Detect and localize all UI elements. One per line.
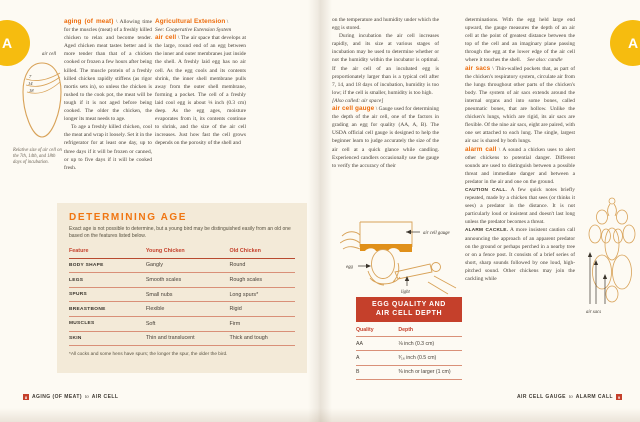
air-cell-also-called: [Also called: air space] <box>332 97 384 104</box>
arrowhead-1 <box>588 252 592 257</box>
table-row <box>69 331 295 346</box>
entry-air-cell <box>155 34 246 147</box>
neck-lines <box>608 204 617 216</box>
egg-shape <box>372 250 395 279</box>
entry-alarm-call <box>465 146 575 186</box>
left-column-2 <box>155 18 246 190</box>
table-row <box>356 365 462 379</box>
entry-alarm-call-term: alarm call <box>465 145 497 153</box>
old-cell: Rigid <box>229 302 295 317</box>
egg-diagram-caption: Relative size of air cell on the 7th, 14th, and 18th days of incubation. <box>13 148 62 166</box>
entry-separator: \ <box>225 19 229 25</box>
entry-separator: \ <box>374 106 379 113</box>
feature-cell: SKIN <box>69 331 146 346</box>
thoracic-sac-left <box>589 225 601 243</box>
young-cell: Smooth scales <box>146 273 230 288</box>
air-sacs-anatomy-diagram <box>585 196 639 322</box>
egg-air-cell-diagram <box>18 59 66 143</box>
table-row <box>69 317 295 332</box>
entry-aging-term: aging (of meat) <box>64 18 114 25</box>
caution-call-body: A few quick notes briefly repeated, made by a chicken that sees (or thinks it sees) a predator in the distance. It is not particularly loud or insistent and doesn't last long unless the predator becomes a threat. <box>465 186 575 226</box>
old-cell: Rough scales <box>229 273 295 288</box>
day18-label: 18 <box>29 88 34 93</box>
air-cell-continuation-1: on the temperature and humidity under which the egg is stored. <box>332 17 439 32</box>
table-header-row <box>356 324 462 337</box>
depth-cell: ⅜ inch or larger (1 cm) <box>398 365 462 379</box>
cervical-sac-right <box>617 210 628 224</box>
quality-cell: A <box>356 351 398 365</box>
quality-cell: B <box>356 365 398 379</box>
see-also-candle: See also: candle <box>527 57 563 64</box>
determining-age-table <box>69 245 295 346</box>
day7-label: 7 <box>29 74 32 79</box>
entry-separator: \ <box>490 65 496 72</box>
table-row <box>356 337 462 351</box>
entry-agext-term: Agricultural Extension <box>155 18 226 25</box>
entry-air-sacs <box>465 65 575 146</box>
caution-call-paragraph <box>465 186 575 226</box>
egg-quality-title <box>356 297 462 322</box>
feature-cell: LEGS <box>69 273 146 288</box>
young-cell: Thin and translucent <box>146 331 230 346</box>
hand-holding-card <box>340 232 360 249</box>
arm-lines <box>428 276 456 294</box>
abdominal-sac-right <box>613 255 632 289</box>
quality-cell: AA <box>356 337 398 351</box>
cervical-sac-left <box>597 210 608 224</box>
col-depth: Depth <box>398 324 462 337</box>
egg-quality-title-line2: AIR CELL DEPTH <box>375 309 443 317</box>
depth-cell: ³⁄₁₆ inch (0.5 cm) <box>398 351 462 365</box>
alarm-cackle-body: A more insistent caution call announcing the approach of an apparent predator on the ground or perhaps perched in a nearby tree or on a fence post. It consists of a brief series of short, sharp sounds followed by one loud, high-pitched sound. Other chickens may join the cackling while <box>465 227 575 282</box>
table-row <box>69 258 295 273</box>
col-feature: Feature <box>69 245 146 258</box>
label-egg: egg <box>346 265 353 270</box>
abdominal-sac-left <box>593 255 612 289</box>
candling-light-body <box>395 264 432 279</box>
determining-age-title: DETERMINING AGE <box>69 212 188 223</box>
footer-range-start: AGING (OF MEAT) <box>32 394 82 400</box>
entry-air-cell-gauge <box>332 105 439 170</box>
alarm-cackle-label: ALARM CACKLE. <box>465 227 509 233</box>
footer-range-end: AIR CELL <box>91 394 119 400</box>
air-cell-gauge-diagram <box>340 216 462 296</box>
label-light: light <box>401 290 410 295</box>
entry-separator: \ <box>176 35 181 42</box>
old-cell: Thick and tough <box>229 331 295 346</box>
head-shape <box>609 198 615 204</box>
feature-cell: MUSCLES <box>69 317 146 332</box>
entry-agext-crossref: See: Cooperative Extension System <box>155 27 232 34</box>
table-row <box>69 273 295 288</box>
alpha-tab-right <box>610 20 640 66</box>
page-number-right: 9 <box>617 394 621 400</box>
interclavicular-sac <box>605 228 619 260</box>
posterior-sac <box>606 286 618 302</box>
old-cell: Long spurs* <box>229 287 295 302</box>
right-column-1 <box>332 16 439 210</box>
entry-aging <box>64 18 152 123</box>
entry-air-cell-gauge-body: Gauge used for determining the depth of the air cell, one of the factors in grading an egg for quality (AA, A, B). The USDA official cell gauge is designed to help the beginner learn to judge accurately the size of the air cell at a quick glance while candling. Experienced candlers occasionally use the gauge to verify the accuracy of their <box>332 106 439 169</box>
candling-light-end <box>432 263 441 272</box>
page-number-left: 8 <box>24 394 28 400</box>
table-row <box>356 351 462 365</box>
young-cell: Gangly <box>146 258 230 273</box>
entry-aging-paragraph-2: To age a freshly killed chicken, cool the meat and wrap it loosely. Set it in the refrigerator for at least one day, up to three days if it will be frozen or canned, or up to five days if it will be cooked fresh. <box>64 124 152 171</box>
entry-air-sacs-body: Thin-walled pockets that, as part of the chicken's respiratory system, circulate air from the lungs throughout other parts of the chicken's body. The system of air sacs extends around the internal organs and into some bones, called pneumatic bones, that are hollow. Unlike the chicken's lungs, which are rigid, its air sacs are flexible. Of the nine air sacs, eight are paired, with one set attached to each lung. The single, largest air sac is shared by both lungs. <box>465 65 575 145</box>
feature-cell: BODY SHAPE <box>69 258 146 273</box>
table-row <box>69 302 295 317</box>
label-air-cell-gauge: air cell gauge <box>423 231 450 236</box>
egg-quality-box <box>356 297 462 380</box>
old-cell: Round <box>229 258 295 273</box>
entry-air-cell-term: air cell <box>155 34 177 42</box>
col-young: Young Chicken <box>146 245 230 258</box>
entry-air-sacs-term: air sacs <box>465 64 491 72</box>
air-cell-continuation-2: During incubation the air cell increases rapidly, and its size at various stages of incubation may be used to determine whether or not the humidity within the incubator is optimal. If the air cell of an incubated egg is proportionately larger than is a typical cell after 7, 14, and 18 days of incubation, humidity is too low; if the cell is smaller, humidity is too high. <box>332 33 439 96</box>
egg-quality-table <box>356 324 462 380</box>
determining-age-subtitle: Exact age is not possible to determine, but a young bird may be distinguished easily from an old one based on the features listed below. <box>69 226 291 239</box>
air-cell-egg-label: air cell <box>41 52 57 57</box>
entry-separator: \ <box>496 146 503 153</box>
gauge-continuation-text: determinations. With the egg held large end upward, the gauge measures the depth of an air cell at the point of greatest distance between the top of the cell and an imaginary plane passing through the egg at the lower edge of the air cell where it touches the shell. <box>465 17 575 64</box>
entry-agricultural-extension <box>155 18 246 26</box>
old-cell: Firm <box>229 317 295 332</box>
left-page-footer <box>23 394 118 400</box>
table-row <box>69 287 295 302</box>
day14-label: 14 <box>28 81 33 86</box>
entry-air-cell-gauge-term: air cell gauge <box>332 105 375 113</box>
young-cell: Flexible <box>146 302 230 317</box>
bottom-edge-shadow <box>0 408 640 422</box>
gauge-continuation <box>465 16 575 65</box>
arrowhead-3 <box>603 274 607 279</box>
table-footnote: *All cocks and some hens have spurs; the longer the spur, the older the bird. <box>69 351 228 357</box>
alpha-tab-letter: A <box>1 35 13 51</box>
entry-separator: \ <box>113 19 120 25</box>
footer-range-start: AIR CELL GAUGE <box>516 394 566 400</box>
young-cell: Soft <box>146 317 230 332</box>
footer-to: to <box>85 394 89 400</box>
gauge-card-outline <box>360 222 412 247</box>
thoracic-sac-right <box>623 225 635 243</box>
table-header-row <box>69 245 295 258</box>
entry-air-cell-body: The air space that develops at the large, round end of an egg between the inner and outer membranes just inside the shell. A freshly laid egg has no air cell. As the egg cools and its contents shrink, the inner shell membrane pulls away from the outer shell membrane, forming a pocket. The cell of a freshly laid cool egg is about ⅛ inch (0.3 cm) deep. As the egg ages, moisture evaporates from it, its contents continue to shrink, and the size of the air cell increases. Just how fast the cell grows depends on the porosity of the shell and <box>155 35 246 147</box>
determining-age-box <box>57 203 307 373</box>
col-old: Old Chicken <box>229 245 295 258</box>
label-air-sacs: air sacs <box>586 310 602 315</box>
egg-arrowhead <box>366 264 371 268</box>
col-quality: Quality <box>356 324 398 337</box>
depth-cell: ⅛ inch (0.3 cm) <box>398 337 462 351</box>
young-cell: Small nubs <box>146 287 230 302</box>
feature-cell: BREASTBONE <box>69 302 146 317</box>
right-page-footer <box>517 394 622 400</box>
feature-cell: SPURS <box>69 287 146 302</box>
gauge-arrowhead <box>406 230 411 234</box>
alpha-tab-letter: A <box>627 35 639 51</box>
egg-quality-title-line1: EGG QUALITY AND <box>372 301 446 308</box>
footer-to: to <box>568 394 573 400</box>
entry-alarm-call-body: A sound a chicken uses to alert other chickens to potential danger. Different sounds are used to distinguish between a possible threat and immediate danger and between a predator in the air and one on the ground. <box>465 146 575 185</box>
page-gutter-shadow <box>308 0 332 422</box>
left-column-1 <box>64 18 152 190</box>
entry-aging-body: Allowing time for the muscles (meat) of a freshly killed chicken to relax and become tender. Aged chicken meat tastes better and is more tender than that of a chicken cooked or frozen a few hours after being killed. The muscle protein of a freshly killed chicken rapidly stiffens (as rigor mortis sets in), so unless the chicken is rushed to the cook pot, the meat will be tough if it is not aged before being cooked. The older the chicken, the longer its meat needs to age. <box>64 19 152 123</box>
alarm-cackle-paragraph <box>465 226 575 283</box>
right-column-2 <box>465 16 575 388</box>
footer-range-end: ALARM CALL <box>575 394 613 400</box>
caution-call-label: CAUTION CALL. <box>465 186 508 192</box>
